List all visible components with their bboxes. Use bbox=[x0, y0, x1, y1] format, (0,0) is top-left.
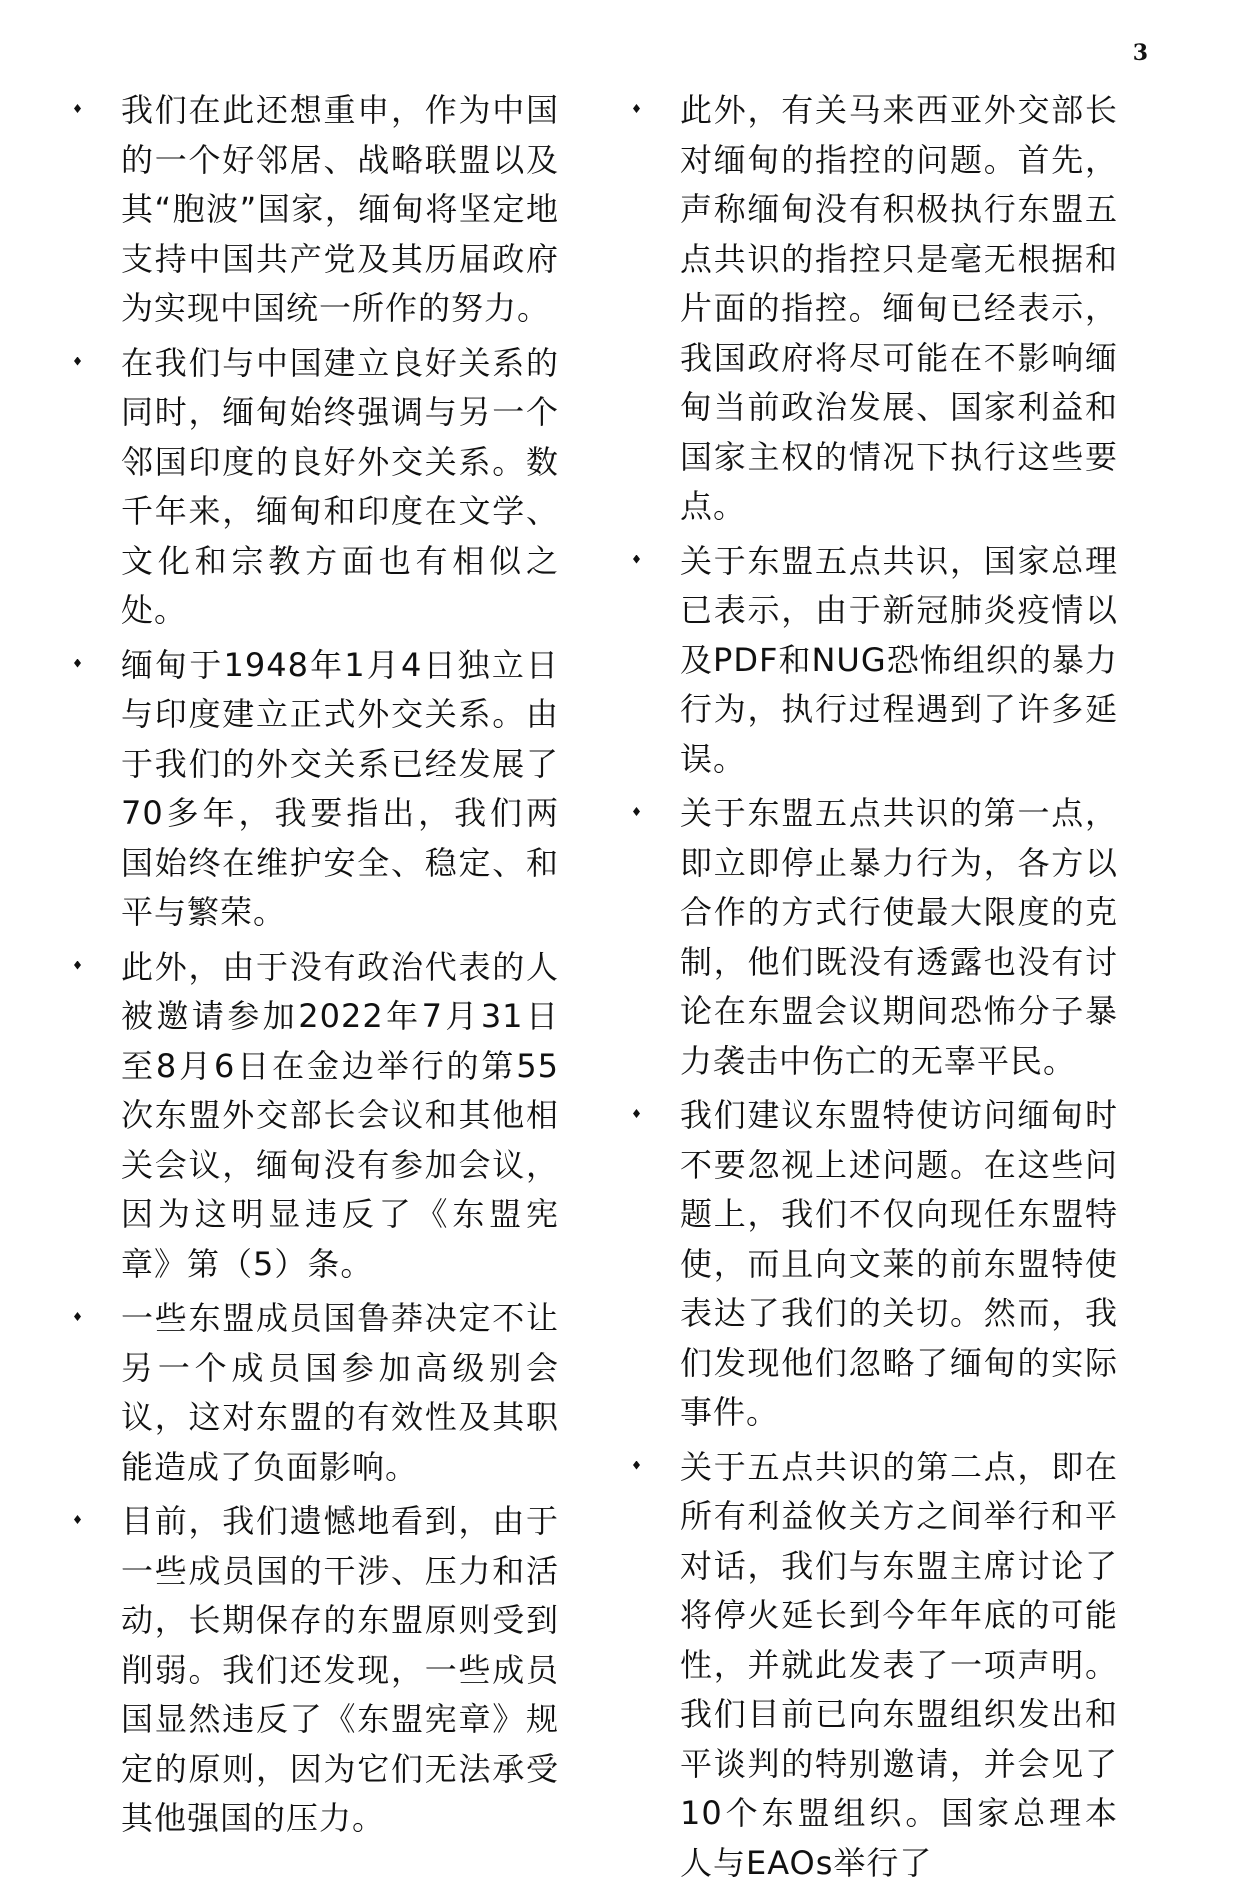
paragraph-text: 我们建议东盟特使访问缅甸时不要忽视上述问题。在这些问题上，我们不仅向现任东盟特使，而且向文莱的前东盟特使表达了我们的关切。然而，我们发现他们忽略了缅甸的实际事件。 bbox=[680, 1096, 1118, 1431]
list-item bbox=[633, 1443, 1118, 1889]
diamond-bullet-icon bbox=[633, 555, 640, 564]
list-item bbox=[633, 1091, 1118, 1438]
paragraph-text: 我们在此还想重申，作为中国的一个好邻居、战略联盟以及其“胞波”国家，缅甸将坚定地支持中国共产党及其历届政府为实现中国统一所作的努力。 bbox=[121, 91, 559, 327]
list-item bbox=[74, 1294, 559, 1492]
right-column bbox=[633, 86, 1118, 1893]
paragraph-text: 此外，由于没有政治代表的人被邀请参加2022年7月31日至8月6日在金边举行的第55次东盟外交部长会议和其他相关会议，缅甸没有参加会议，因为这明显违反了《东盟宪章》第（5）条。 bbox=[121, 947, 559, 1283]
paragraph-text: 关于东盟五点共识，国家总理已表示，由于新冠肺炎疫情以及PDF和NUG恐怖组织的暴力行为，执行过程遇到了许多延误。 bbox=[680, 541, 1118, 778]
paragraph-text: 目前，我们遗憾地看到，由于一些成员国的干涉、压力和活动，长期保存的东盟原则受到削弱。我们还发现，一些成员国显然违反了《东盟宪章》规定的原则，因为它们无法承受其他强国的压力。 bbox=[121, 1502, 559, 1837]
diamond-bullet-icon bbox=[74, 1515, 81, 1524]
left-column bbox=[74, 86, 559, 1849]
left-bullet-list bbox=[74, 86, 559, 1844]
paragraph-text: 一些东盟成员国鲁莽决定不让另一个成员国参加高级别会议，这对东盟的有效性及其职能造成了负面影响。 bbox=[121, 1299, 559, 1486]
right-bullet-list bbox=[633, 86, 1118, 1888]
diamond-bullet-icon bbox=[633, 1461, 640, 1470]
list-item bbox=[74, 86, 559, 334]
list-item bbox=[633, 537, 1118, 785]
list-item bbox=[74, 641, 559, 938]
paragraph-text: 此外，有关马来西亚外交部长对缅甸的指控的问题。首先，声称缅甸没有积极执行东盟五点共识的指控只是毫无根据和片面的指控。缅甸已经表示，我国政府将尽可能在不影响缅甸当前政治发展、国家利益和国家主权的情况下执行这些要点。 bbox=[680, 91, 1118, 525]
list-item bbox=[74, 1497, 559, 1844]
list-item bbox=[74, 339, 559, 636]
diamond-bullet-icon bbox=[633, 1109, 640, 1118]
diamond-bullet-icon bbox=[74, 1312, 81, 1321]
list-item bbox=[633, 789, 1118, 1086]
diamond-bullet-icon bbox=[74, 357, 81, 366]
paragraph-text: 缅甸于1948年1月4日独立日与印度建立正式外交关系。由于我们的外交关系已经发展了70多年，我要指出，我们两国始终在维护安全、稳定、和平与繁荣。 bbox=[121, 645, 559, 931]
list-item bbox=[74, 943, 559, 1290]
paragraph-text: 关于东盟五点共识的第一点，即立即停止暴力行为，各方以合作的方式行使最大限度的克制，他们既没有透露也没有讨论在东盟会议期间恐怖分子暴力袭击中伤亡的无辜平民。 bbox=[680, 794, 1118, 1080]
diamond-bullet-icon bbox=[74, 659, 81, 668]
paragraph-text: 关于五点共识的第二点，即在所有利益攸关方之间举行和平对话，我们与东盟主席讨论了将停火延长到今年年底的可能性，并就此发表了一项声明。我们目前已向东盟组织发出和平谈判的特别邀请，并会见了10个东盟组织。国家总理本人与EAOs举行了 bbox=[680, 1447, 1118, 1882]
paragraph-text: 在我们与中国建立良好关系的同时，缅甸始终强调与另一个邻国印度的良好外交关系。数千年来，缅甸和印度在文学、文化和宗教方面也有相似之处。 bbox=[121, 343, 559, 629]
diamond-bullet-icon bbox=[74, 104, 81, 113]
diamond-bullet-icon bbox=[74, 961, 81, 970]
page-number: 3 bbox=[1132, 40, 1148, 66]
diamond-bullet-icon bbox=[633, 104, 640, 113]
list-item bbox=[633, 86, 1118, 532]
diamond-bullet-icon bbox=[633, 807, 640, 816]
